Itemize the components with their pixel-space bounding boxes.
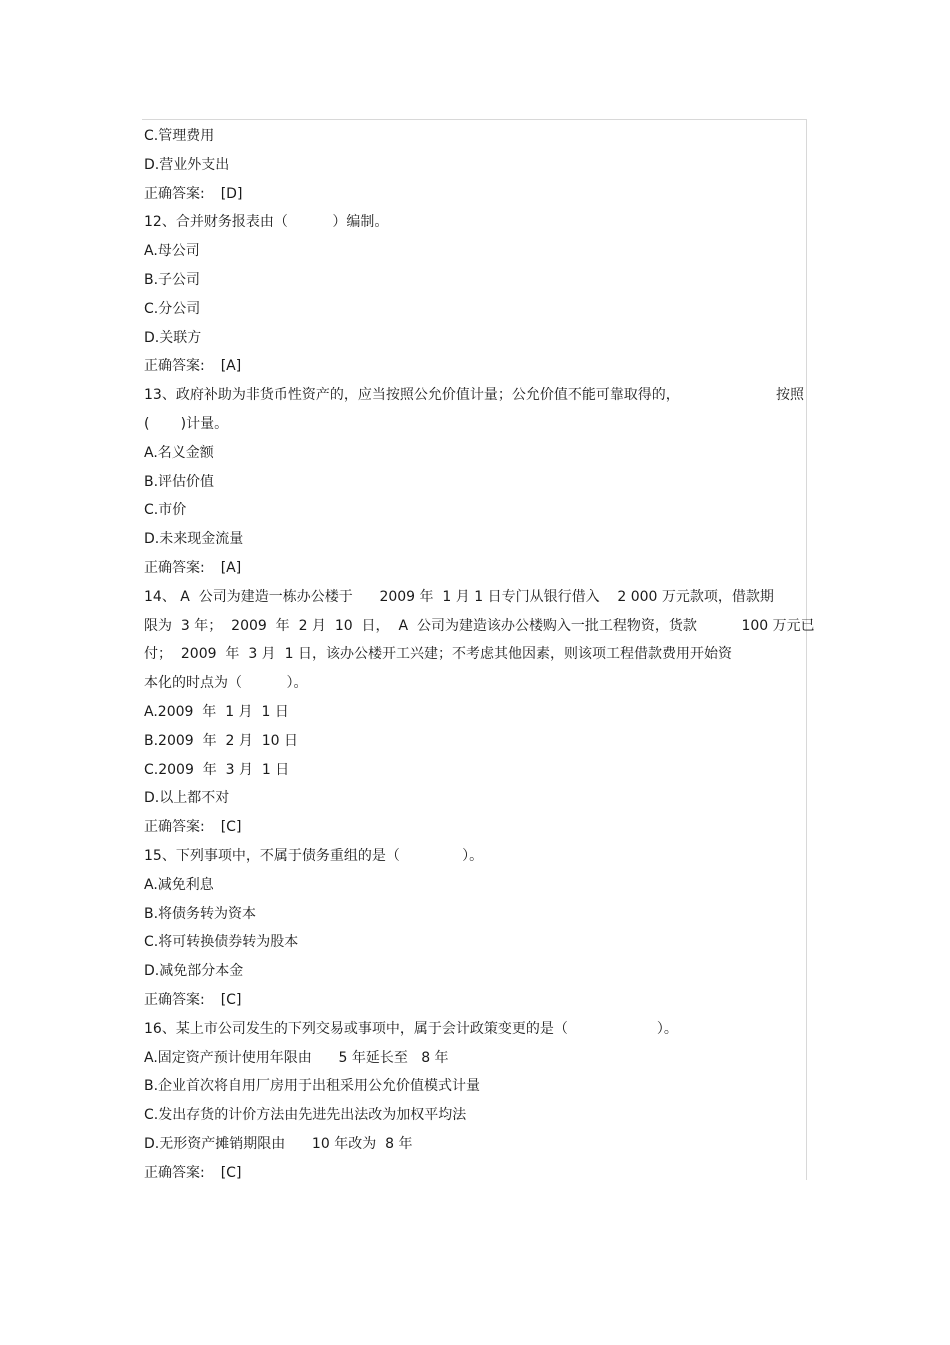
q12-option-b: B.子公司 <box>144 271 201 288</box>
q16-option-d: D.无形资产摊销期限由 10 年改为 8 年 <box>144 1135 413 1152</box>
answer-value: [A] <box>220 559 242 576</box>
answer-label: 正确答案: <box>144 991 205 1008</box>
answer-value: [C] <box>220 1164 242 1181</box>
q13-option-a: A.名义金额 <box>144 444 214 461</box>
q12-answer <box>144 352 804 381</box>
q16-answer <box>144 1159 804 1188</box>
q14-option-c: C.2009 年 3 月 1 日 <box>144 761 290 778</box>
q13-stem-line-2: ( )计量。 <box>144 415 229 432</box>
q16-stem: 16、某上市公司发生的下列交易或事项中，属于会计政策变更的是（ ）。 <box>144 1020 678 1037</box>
q13-stem-part-2: 按照 <box>776 387 804 404</box>
answer-value: [D] <box>220 185 243 202</box>
q14-stem-line-2: 限为 3 年； 2009 年 2 月 10 日， A 公司为建造该办公楼购入一批工程物资，货款 100 万元已 <box>144 617 815 634</box>
q15-stem: 15、下列事项中，不属于债务重组的是（ ）。 <box>144 847 484 864</box>
answer-label: 正确答案: <box>144 819 205 836</box>
answer-label: 正确答案: <box>144 559 205 576</box>
answer-value: [A] <box>220 358 242 375</box>
q12-option-a: A.母公司 <box>144 243 200 260</box>
q13-answer <box>144 554 804 583</box>
q14-stem-line-4: 本化的时点为（ ）。 <box>144 675 308 692</box>
q14-stem-line-1: 14、 A 公司为建造一栋办公楼于 2009 年 1 月 1 日专门从银行借入 2 000 万元款项，借款期 <box>144 588 774 605</box>
q12-option-c: C.分公司 <box>144 300 201 317</box>
q15-option-a: A.减免利息 <box>144 876 214 893</box>
answer-value: [C] <box>220 991 242 1008</box>
q12-option-d: D.关联方 <box>144 329 202 346</box>
q15-option-b: B.将债务转为资本 <box>144 905 257 922</box>
q11-answer <box>144 180 804 209</box>
q16-option-a: A.固定资产预计使用年限由 5 年延长至 8 年 <box>144 1049 449 1066</box>
q15-answer <box>144 986 804 1015</box>
q16-option-c: C.发出存货的计价方法由先进先出法改为加权平均法 <box>144 1107 467 1124</box>
q14-option-a: A.2009 年 1 月 1 日 <box>144 703 289 720</box>
answer-value: [C] <box>220 819 242 836</box>
q14-answer <box>144 813 804 842</box>
q13-option-d: D.未来现金流量 <box>144 531 244 548</box>
q13-stem-part-1: 13、政府补助为非货币性资产的，应当按照公允价值计量；公允价值不能可靠取得的， <box>144 387 680 404</box>
answer-label: 正确答案: <box>144 1164 205 1181</box>
q15-option-c: C.将可转换债券转为股本 <box>144 934 299 951</box>
q15-option-d: D.减免部分本金 <box>144 963 244 980</box>
answer-label: 正确答案: <box>144 358 205 375</box>
q14-option-b: B.2009 年 2 月 10 日 <box>144 732 299 749</box>
answer-label: 正确答案: <box>144 185 205 202</box>
q13-option-c: C.市价 <box>144 502 187 519</box>
q13-stem-line-1 <box>144 381 804 410</box>
q13-option-b: B.评估价值 <box>144 473 215 490</box>
q14-stem-line-3: 付； 2009 年 3 月 1 日，该办公楼开工兴建；不考虑其他因素，则该项工程借款费用开始资 <box>144 646 732 663</box>
q11-option-c: C.管理费用 <box>144 128 215 144</box>
q16-option-b: B.企业首次将自用厂房用于出租采用公允价值模式计量 <box>144 1078 481 1095</box>
q11-option-d: D.营业外支出 <box>144 156 230 173</box>
q14-option-d: D.以上都不对 <box>144 790 230 807</box>
q12-stem: 12、合并财务报表由（ ）编制。 <box>144 214 389 231</box>
document-body <box>144 122 815 1187</box>
